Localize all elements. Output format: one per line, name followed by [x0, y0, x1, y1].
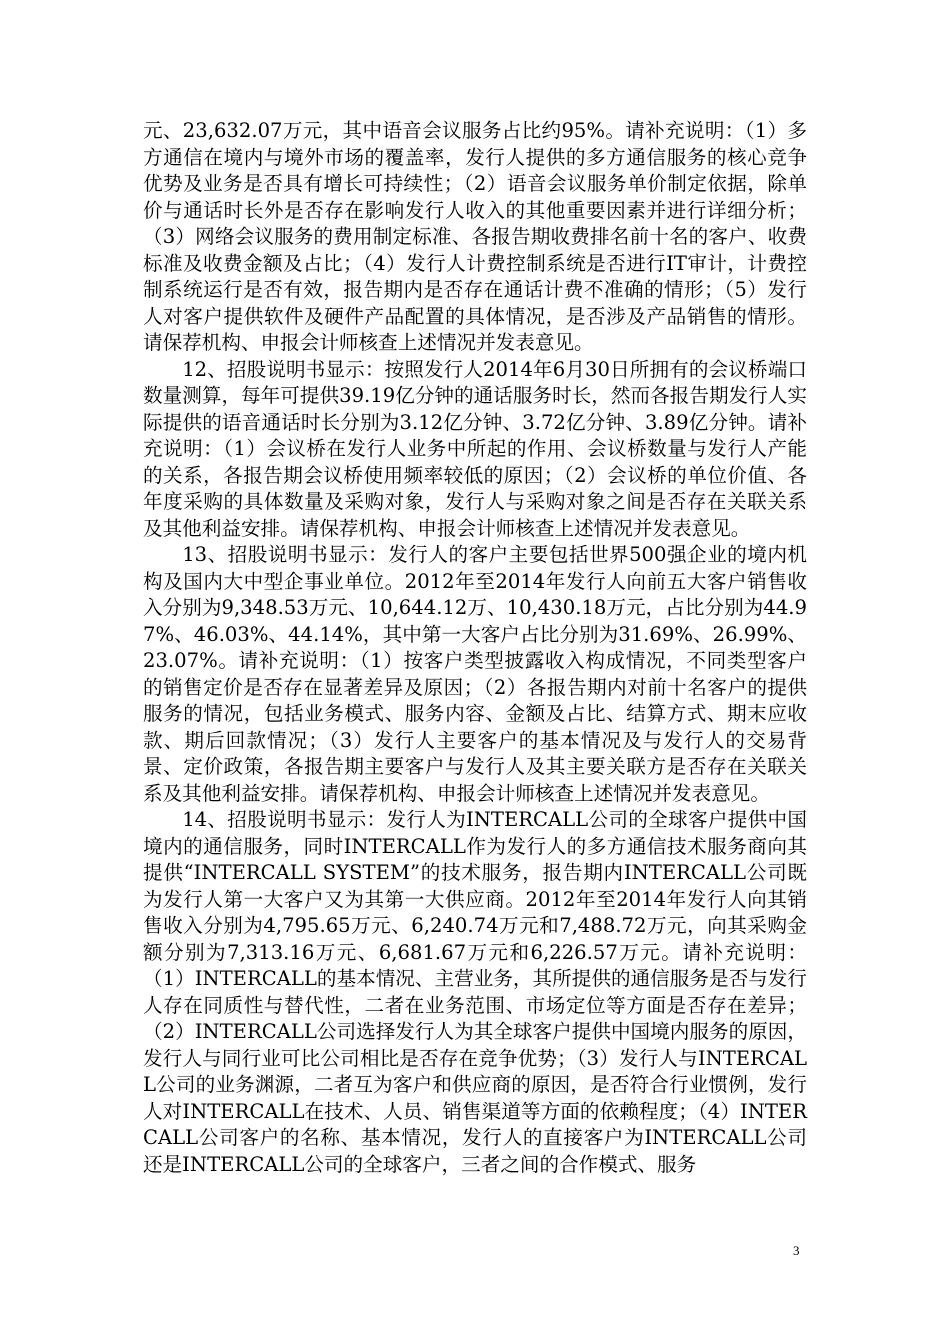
paragraph-continued: 元、23,632.07万元，其中语音会议服务占比约95%。请补充说明：（1）多方通信在境内与境外市场的覆盖率，发行人提供的多方通信服务的核心竞争优势及业务是否具有增长可持续性；（2）语音会议服务单价制定依据，除单价与通话时长外是否存在影响发行人收入的其他重要因素并进行详细分析；（3）网络会议服务的费用制定标准、各报告期收费排名前十名的客户、收费标准及收费金额及占比；（4）发行人计费控制系统是否进行IT审计，计费控制系统运行是否有效，报告期内是否存在通话计费不准确的情形；（5）发行人对客户提供软件及硬件产品配置的具体情况，是否涉及产品销售的情形。请保荐机构、申报会计师核查上述情况并发表意见。	[143, 119, 807, 354]
paragraph-item-12: 12、招股说明书显示：按照发行人2014年6月30日所拥有的会议桥端口数量测算，每年可提供39.19亿分钟的通话服务时长，然而各报告期发行人实际提供的语音通话时长分别为3.12亿分钟、3.72亿分钟、3.89亿分钟。请补充说明：（1）会议桥在发行人业务中所起的作用、会议桥数量与发行人产能的关系，各报告期会议桥使用频率较低的原因；（2）会议桥的单位价值、各年度采购的具体数量及采购对象，发行人与采购对象之间是否存在关联关系及其他利益安排。请保荐机构、申报会计师核查上述情况并发表意见。	[143, 357, 807, 540]
document-body	[143, 118, 807, 1178]
page-number: 3	[793, 1243, 800, 1258]
paragraph-item-13: 13、招股说明书显示：发行人的客户主要包括世界500强企业的境内机构及国内大中型企事业单位。2012年至2014年发行人向前五大客户销售收入分别为9,348.53万元、10,644.12万、10,430.18万元，占比分别为44.97%、46.03%、44.14%，其中第一大客户占比分别为31.69%、26.99%、23.07%。请补充说明：（1）按客户类型披露收入构成情况，不同类型客户的销售定价是否存在显著差异及原因；（2）各报告期内对前十名客户的提供服务的情况，包括业务模式、服务内容、金额及占比、结算方式、期末应收款、期后回款情况；（3）发行人主要客户的基本情况及与发行人的交易背景、定价政策，各报告期主要客户与发行人及其主要关联方是否存在关联关系及其他利益安排。请保荐机构、申报会计师核查上述情况并发表意见。	[143, 543, 807, 805]
paragraph-item-14: 14、招股说明书显示：发行人为INTERCALL公司的全球客户提供中国境内的通信服务，同时INTERCALL作为发行人的多方通信技术服务商向其提供“INTERCALL SYSTEM”的技术服务，报告期内INTERCALL公司既为发行人第一大客户又为其第一大供应商。2012年至2014年发行人向其销售收入分别为4,795.65万元、6,240.74万元和7,488.72万元，向其采购金额分别为7,313.16万元、6,681.67万元和6,226.57万元。请补充说明：（1）INTERCALL的基本情况、主营业务，其所提供的通信服务是否与发行人存在同质性与替代性，二者在业务范围、市场定位等方面是否存在差异；（2）INTERCALL公司选择发行人为其全球客户提供中国境内服务的原因，发行人与同行业可比公司相比是否存在竞争优势；（3）发行人与INTERCALL公司的业务渊源，二者互为客户和供应商的原因，是否符合行业惯例，发行人对INTERCALL在技术、人员、销售渠道等方面的依赖程度；（4）INTERCALL公司客户的名称、基本情况，发行人的直接客户为INTERCALL公司还是INTERCALL公司的全球客户，三者之间的合作模式、服务	[143, 808, 807, 1176]
